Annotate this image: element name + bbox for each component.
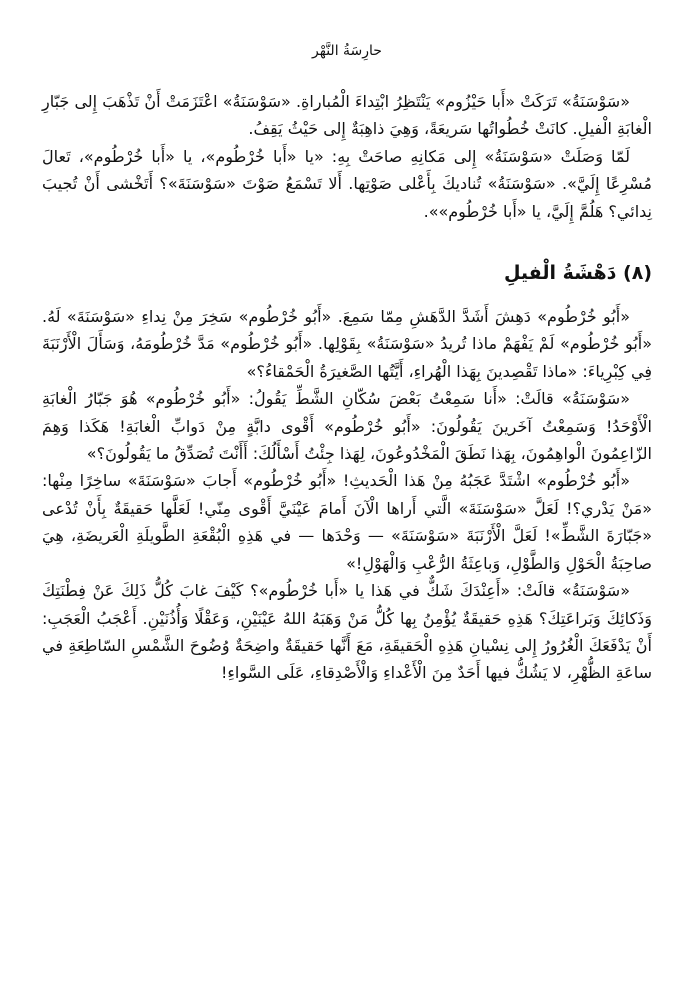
chapter-heading: (٨) دَهْشَةُ الْفيلِ <box>503 262 652 285</box>
running-header: حارِسَةُ النَّهْر <box>312 43 382 59</box>
paragraph-susana-calls: لَمّا وَصَلَتْ «سَوْسَنَةُ» إِلى مَكانِهِ صاحَتْ بِهِ: «يا «أَبا خُرْطُوم»، يا «أَبا خُرْطُوم»، تَعالَ مُسْرِعًا إِلَيَّ». «سَوْسَنَةُ» تُناديكَ بِأَعْلى صَوْتِها. أَلا تَسْمَعُ صَوْتَ «سَوْسَنَةَ»؟ أَتَخْشى أَنْ تُجيبَ نِدائي؟ هَلُمَّ إِلَيَّ، يا «أَبا خُرْطُوم»». <box>42 146 652 221</box>
paragraph-susana-leaves: «سَوْسَنَةُ» تَرَكَتْ «أَبا حَيْزُوم» يَنْتَظِرُ ابْتِداءَ الْمُباراةِ. «سَوْسَنَةُ» اعْتَزَمَتْ أَنْ تَذْهَبَ إِلى جَبّارِ الْغابَةِ الْفيلِ. كانَتْ خُطُواتُها سَريعَةً، وَهِيَ ذاهِبَةٌ إِلى حَيْثُ يَقِفُ. <box>42 92 652 139</box>
paragraph-elephant-surprised: «أَبُو خُرْطُوم» دَهِشَ أَشَدَّ الدَّهَشِ مِمّا سَمِعَ. «أَبُو خُرْطُوم» سَخِرَ مِنْ نِداءِ «سَوْسَنَةَ» لَهُ. «أَبُو خُرْطُوم» لَمْ يَفْهَمْ ماذا تُريدُ «سَوْسَنَةُ» بِقَوْلِها. «أَبُو خُرْطُوم» مَدَّ خُرْطُومَهُ، وَسَأَلَ الْأَرْنَبَةَ فِي كِبْرِياءَ: «ماذا تَقْصِدينَ بِهَذا الْهُراءِ، أَيَّتُها الصَّغيرَةُ الْحَمْقاءُ؟» <box>42 307 652 381</box>
paragraph-susana-reports: «سَوْسَنَةُ» قالَتْ: «أَنا سَمِعْتُ بَعْضَ سُكّانِ الشَّطِّ يَقُولُ: «أَبُو خُرْطُوم» هُوَ جَبّارُ الْغابَةِ الْأَوْحَدُ! وَسَمِعْتُ آخَرينَ يَقُولُونَ: «أَبُو خُرْطُوم» أَقْوى دابَّةٍ مِنْ دَوابِّ الْغابَةِ! هَكَذا وَهِمَ الزّاعِمُونَ الْواهِمُونَ، بِهَذا نَطَقَ الْمَخْدُوعُونَ، لِهَذا جِئْتُ أَسْأَلُكَ: أَأَنْتَ تُصَدِّقُ ما يَقُولُونَ؟» <box>42 389 652 464</box>
paragraph-susana-replies: «سَوْسَنَةُ» قالَتْ: «أَعِنْدَكَ شَكٌّ في هَذا يا «أَبا خُرْطُوم»؟ كَيْفَ غابَ كُلُّ ذَلِكَ عَنْ فِطْنَتِكَ وَذَكائِكَ وَبَراعَتِكَ؟ هَذِهِ حَقيقَةٌ يُؤْمِنُ بِها كُلُّ مَنْ وَهَبَهُ اللهُ عَيْنَيْنِ، وَعَقْلًا وَأُذُنَيْنِ. أَعْجَبُ الْعَجَبِ: أَنْ يَدْفَعَكَ الْغُرُورُ إِلى نِسْيانِ هَذِهِ الْحَقيقَةِ، مَعَ أَنَّها حَقيقَةٌ واضِحَةٌ وُضُوحَ الشَّمْسِ السّاطِعَةِ في ساعَةِ الظُّهْرِ، لا يَشُكُّ فيها أَحَدٌ مِنَ الْأَعْداءِ وَالْأَصْدِقاءِ، عَلَى السَّواءِ! <box>42 581 652 683</box>
paragraph-elephant-mocks: «أَبُو خُرْطُوم» اشْتَدَّ عَجَبُهُ مِنْ هَذا الْحَديثِ! «أَبُو خُرْطُوم» أَجابَ «سَوْسَنَةَ» ساخِرًا مِنْها: «مَنْ يَدْري؟! لَعَلَّ «سَوْسَنَةَ» الَّتي أَراها الْآنَ أَمامَ عَيْنَيَّ أَقْوى مِنّي! لَعَلَّها حَقيقَةٌ بِأَنْ تُدْعى «جَبّارَةَ الشَّطِّ»! لَعَلَّ الْأَرْنَبَةَ «سَوْسَنَةَ» — وَحْدَها — في هَذِهِ الْبُقْعَةِ الطَّويلَةِ الْعَريضَةِ، هِيَ صاحِبَةُ الْحَوْلِ وَالطَّوْلِ، وَباعِثَةُ الرُّعْبِ وَالْهَوْلِ!» <box>42 471 652 573</box>
